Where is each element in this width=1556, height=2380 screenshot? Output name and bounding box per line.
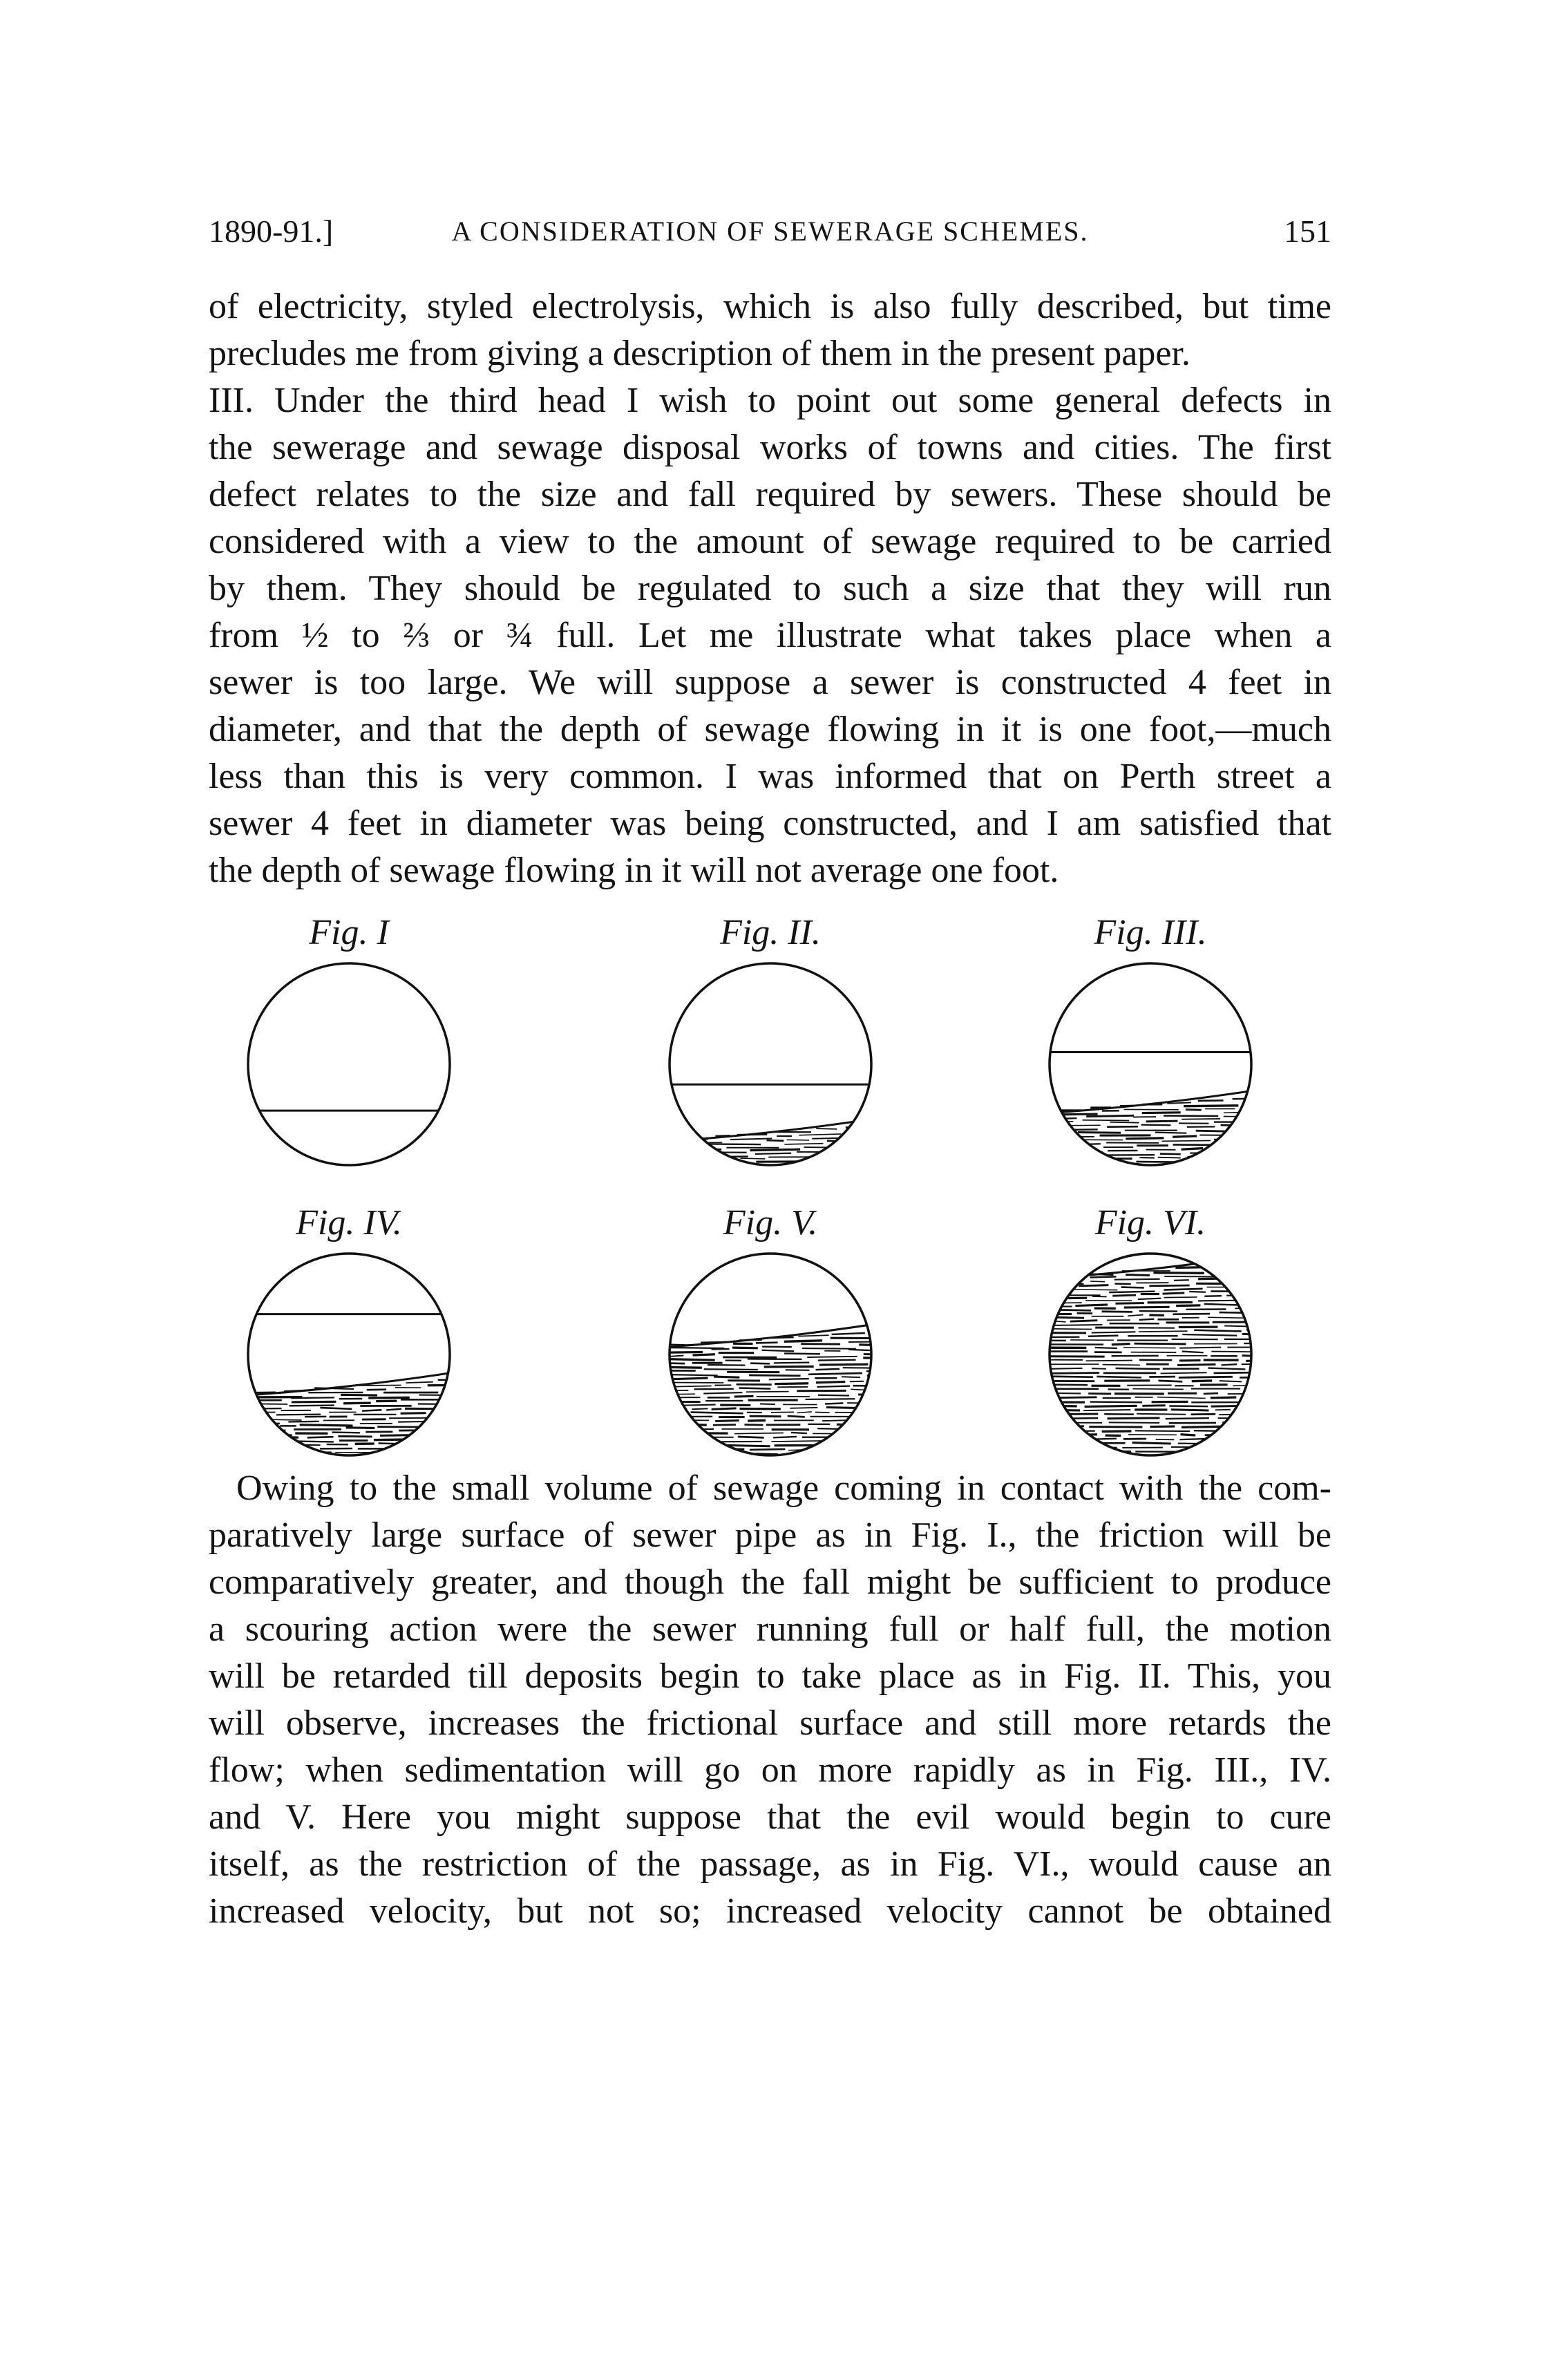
figure-caption: Fig. II. [720,913,821,952]
figure-caption: Fig. III. [1094,913,1207,952]
text-line: will be retarded till deposits begin to take place as in Fig. II. This, you [209,1656,1331,1696]
text-line: comparatively greater, and though the fall might be sufficient to produce [209,1562,1331,1602]
sewer-figures [187,912,1354,1465]
header-title: A CONSIDERATION OF SEWERAGE SCHEMES. [451,216,1089,247]
sediment-deposit [670,1119,898,1168]
lower-text [209,1465,1331,1935]
figure-6 [988,1202,1313,1458]
sewer-cross-section [995,1251,1306,1458]
sediment-deposit [248,1373,493,1454]
sewer-pipe-outline [670,963,871,1165]
text-line: increased velocity, but not so; increased velocity cannot be obtained [209,1891,1331,1931]
text-line: Owing to the small volume of sewage coming in contact with the com- [236,1468,1331,1508]
sewer-cross-section [615,961,926,1168]
figure-2 [608,912,933,1168]
running-head [209,207,1331,256]
text-line: the depth of sewage flowing in it will not average one foot. [209,851,1059,890]
sewer-pipe-outline [1050,1254,1251,1455]
text-line: by them. They should be regulated to such a size that they will run [209,569,1331,608]
sewer-cross-section [995,961,1306,1168]
text-line: itself, as the restriction of the passage, as in Fig. VI., would cause an [209,1844,1331,1884]
text-line: from ½ to ⅔ or ¾ full. Let me illustrate what takes place when a [209,616,1331,655]
figure-caption: Fig. IV. [296,1203,402,1243]
sewer-cross-section [193,961,504,1168]
sewer-cross-section [615,1251,926,1458]
figure-3 [988,912,1313,1168]
sewer-pipe-outline [248,963,450,1165]
text-line: considered with a view to the amount of sewage required to be carried [209,522,1331,561]
sediment-deposit [1050,1256,1303,1457]
text-line: sewer is too large. We will suppose a sewer is constructed 4 feet in [209,663,1331,702]
text-line: and V. Here you might suppose that the evil would begin to cure [209,1797,1331,1837]
text-line: sewer 4 feet in diameter was being constructed, and I am satisfied that [209,804,1331,843]
text-line: the sewerage and sewage disposal works of towns and cities. The first [209,428,1331,467]
figure-4 [187,1202,511,1458]
text-line: less than this is very common. I was informed that on Perth street a [209,757,1331,796]
figure-caption: Fig. VI. [1094,1203,1206,1243]
figure-5 [608,1202,933,1458]
text-line: of electricity, styled electrolysis, which is also fully described, but time [209,287,1331,326]
figure-caption: Fig. V. [723,1203,818,1243]
text-line: defect relates to the size and fall required by sewers. These should be [209,475,1331,514]
upper-text [209,283,1331,894]
page-number: 151 [1284,214,1331,249]
text-line: a scouring action were the sewer running full or half full, the motion [209,1609,1331,1649]
figure-1 [187,912,511,1168]
text-line: precludes me from giving a description of them in the present paper. [209,334,1190,373]
sediment-deposit [1050,1091,1295,1164]
text-line: III. Under the third head I wish to point out some general defects in [209,381,1331,420]
text-line: paratively large surface of sewer pipe as in Fig. I., the friction will be [209,1515,1331,1555]
figure-caption: Fig. I [309,913,389,952]
text-line: flow; when sedimentation will go on more rapidly as in Fig. III., IV. [209,1750,1331,1790]
sewer-cross-section [193,1251,504,1458]
sediment-deposit [670,1325,910,1455]
header-year: 1890-91.] [209,214,334,249]
text-line: diameter, and that the depth of sewage flowing in it is one foot,—much [209,710,1331,749]
text-line: will observe, increases the frictional surface and still more retards the [209,1703,1331,1743]
